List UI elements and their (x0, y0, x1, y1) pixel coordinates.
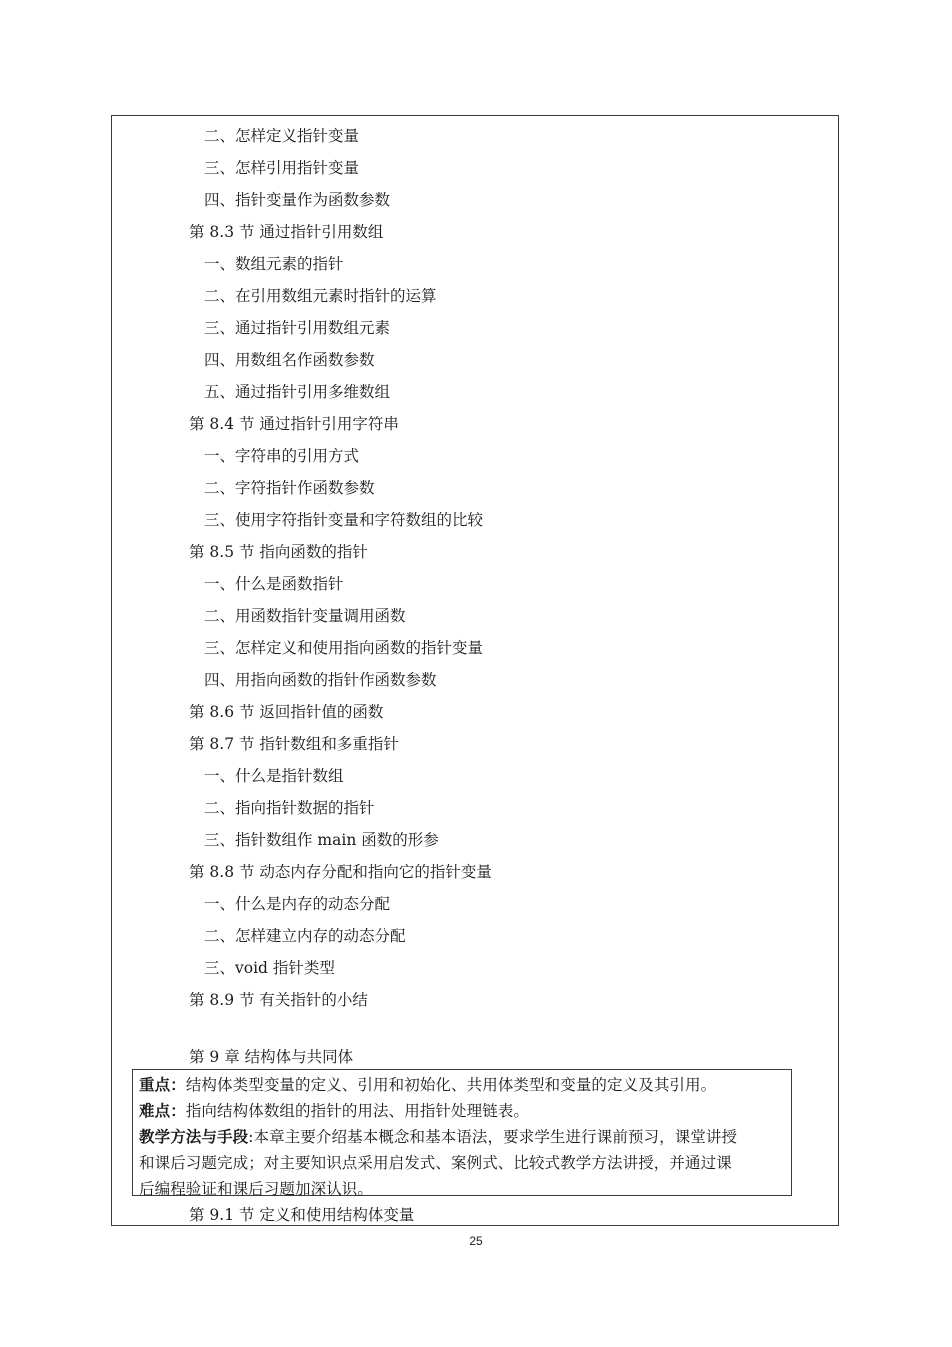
section-heading: 第 8.4 节 通过指针引用字符串 (189, 415, 399, 433)
subsection-item: 一、什么是函数指针 (204, 575, 344, 593)
key-points-line (139, 1072, 785, 1098)
summary-box (132, 1069, 792, 1196)
subsection-item: 三、void 指针类型 (204, 959, 335, 977)
methods-line-2: 和课后习题完成；对主要知识点采用启发式、案例式、比较式教学方法讲授，并通过课 (139, 1154, 732, 1172)
section-heading: 第 8.9 节 有关指针的小结 (189, 991, 368, 1009)
subsection-item: 三、怎样引用指针变量 (204, 159, 360, 177)
section-heading: 第 8.3 节 通过指针引用数组 (189, 223, 384, 241)
subsection-item: 四、用数组名作函数参数 (204, 351, 375, 369)
section-heading: 第 8.5 节 指向函数的指针 (189, 543, 368, 561)
subsection-item: 二、指向指针数据的指针 (204, 799, 375, 817)
subsection-item: 二、怎样定义指针变量 (204, 127, 360, 145)
subsection-item: 五、通过指针引用多维数组 (204, 383, 391, 401)
subsection-item: 一、字符串的引用方式 (204, 447, 360, 465)
key-points-label: 重点： (139, 1075, 186, 1094)
subsection-item: 二、在引用数组元素时指针的运算 (204, 287, 437, 305)
subsection-item: 二、字符指针作函数参数 (204, 479, 375, 497)
chapter-heading: 第 9 章 结构体与共同体 (189, 1048, 354, 1066)
subsection-item: 三、通过指针引用数组元素 (204, 319, 391, 337)
page-number: 25 (469, 1234, 483, 1248)
methods-text-1: :本章主要介绍基本概念和基本语法，要求学生进行课前预习，课堂讲授 (248, 1128, 738, 1146)
subsection-item: 三、怎样定义和使用指向函数的指针变量 (204, 639, 484, 657)
methods-label: 教学方法与手段 (139, 1127, 249, 1146)
difficulties-label: 难点： (139, 1101, 186, 1120)
subsection-item: 二、怎样建立内存的动态分配 (204, 927, 406, 945)
section-heading: 第 8.6 节 返回指针值的函数 (189, 703, 384, 721)
subsection-item: 四、指针变量作为函数参数 (204, 191, 391, 209)
difficulties-text: 指向结构体数组的指针的用法、用指针处理链表。 (185, 1102, 530, 1120)
section-heading: 第 8.7 节 指针数组和多重指针 (189, 735, 399, 753)
section-heading: 第 8.8 节 动态内存分配和指向它的指针变量 (189, 863, 492, 881)
key-points-text: 结构体类型变量的定义、引用和初始化、共用体类型和变量的定义及其引用。 (185, 1076, 717, 1094)
subsection-item: 一、什么是内存的动态分配 (204, 895, 391, 913)
subsection-item: 三、指针数组作 main 函数的形参 (204, 831, 439, 849)
subsection-item: 二、用函数指针变量调用函数 (204, 607, 406, 625)
difficulties-line (139, 1098, 785, 1124)
subsection-item: 一、什么是指针数组 (204, 767, 344, 785)
methods-line-3: 后编程验证和课后习题加深认识。 (139, 1180, 374, 1198)
section-heading-9-1: 第 9.1 节 定义和使用结构体变量 (189, 1206, 415, 1224)
subsection-item: 四、用指向函数的指针作函数参数 (204, 671, 437, 689)
subsection-item: 一、数组元素的指针 (204, 255, 344, 273)
methods-line-1 (139, 1124, 785, 1150)
subsection-item: 三、使用字符指针变量和字符数组的比较 (204, 511, 484, 529)
